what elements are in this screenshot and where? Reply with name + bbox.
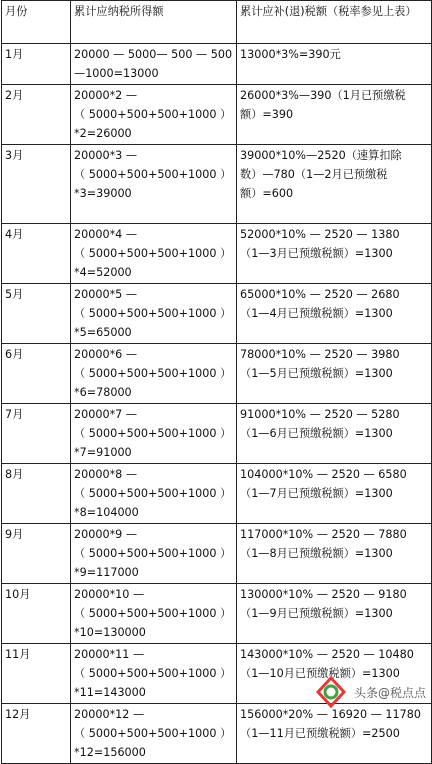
table-row — [2, 644, 432, 704]
income-line: 20000*7 — — [74, 408, 138, 421]
tax-line: 104000*10% — 2520 — 6580 — [240, 468, 407, 481]
cell-tax — [237, 344, 432, 404]
cell-month: 1月 — [2, 44, 71, 85]
table-row — [2, 224, 432, 284]
tax-line: 52000*10% — 2520 — 1380 — [240, 228, 400, 241]
table-row — [2, 85, 432, 145]
income-line: *12=156000 — [74, 746, 146, 759]
tax-line: 130000*10% — 2520 — 9180 — [240, 588, 407, 601]
cell-income — [71, 584, 237, 644]
cell-tax — [237, 464, 432, 524]
income-line: （ 5000+500+500+1000 ） — [74, 607, 232, 620]
income-line: （ 5000+500+500+1000 ） — [74, 427, 232, 440]
income-line: （ 5000+500+500+1000 ） — [74, 547, 232, 560]
income-line: *5=65000 — [74, 326, 132, 339]
table-row — [2, 284, 432, 344]
income-line: 20000*12 — — [74, 708, 145, 721]
cell-month: 4月 — [2, 224, 71, 284]
tax-line: （1—8月已预缴税额）=1300 — [240, 547, 393, 560]
table-row — [2, 524, 432, 584]
cell-income — [71, 85, 237, 145]
income-line: （ 5000+500+500+1000 ） — [74, 168, 232, 181]
cell-month: 10月 — [2, 584, 71, 644]
tax-line: 78000*10% — 2520 — 3980 — [240, 348, 400, 361]
cell-tax — [237, 404, 432, 464]
income-line: （ 5000+500+500+1000 ） — [74, 367, 232, 380]
cell-tax — [237, 584, 432, 644]
watermark-text: 头条@税点点 — [353, 685, 426, 700]
cell-income — [71, 704, 237, 764]
tax-line: （1—7月已预缴税额）=1300 — [240, 487, 393, 500]
cell-income — [71, 145, 237, 224]
cell-tax — [237, 224, 432, 284]
income-line: *4=52000 — [74, 266, 132, 279]
table-row — [2, 464, 432, 524]
cell-tax — [237, 85, 432, 145]
income-line: 20000*6 — — [74, 348, 138, 361]
income-line: *7=91000 — [74, 446, 132, 459]
cell-income — [71, 464, 237, 524]
tax-line: 26000*3%—390（1月已预缴税 — [240, 89, 406, 102]
table-row — [2, 344, 432, 404]
cell-month: 8月 — [2, 464, 71, 524]
table-header-row — [2, 1, 432, 44]
table-row — [2, 44, 432, 85]
income-line: *10=130000 — [74, 626, 146, 639]
tax-line: 156000*20% — 16920 — 11780 — [240, 708, 421, 721]
table-row — [2, 404, 432, 464]
tax-line: 65000*10% — 2520 — 2680 — [240, 288, 400, 301]
income-line: 20000 — 5000— 500 — 500 — [74, 48, 233, 61]
income-line: （ 5000+500+500+1000 ） — [74, 727, 232, 740]
table-row — [2, 704, 432, 764]
income-line: 20000*5 — — [74, 288, 138, 301]
tax-line: （1—10月已预缴税额）=1300 — [240, 667, 400, 680]
cell-income — [71, 44, 237, 85]
cell-tax — [237, 44, 432, 85]
cell-income — [71, 344, 237, 404]
cell-month: 5月 — [2, 284, 71, 344]
tax-line: 39000*10%—2520（速算扣除 — [240, 149, 402, 162]
tax-line: 13000*3%=390元 — [240, 48, 341, 61]
tax-line: （1—6月已预缴税额）=1300 — [240, 427, 393, 440]
header-income: 累计应纳税所得额 — [71, 1, 237, 44]
tax-line: 143000*10% — 2520 — 10480 — [240, 648, 414, 661]
table-row — [2, 145, 432, 224]
cell-month: 3月 — [2, 145, 71, 224]
tax-line: （1—5月已预缴税额）=1300 — [240, 367, 393, 380]
income-line: 20000*4 — — [74, 228, 138, 241]
cell-month: 12月 — [2, 704, 71, 764]
income-line: （ 5000+500+500+1000 ） — [74, 108, 232, 121]
cell-month: 11月 — [2, 644, 71, 704]
income-line: 20000*3 — — [74, 149, 138, 162]
cell-tax — [237, 644, 432, 704]
tax-line: （1—11月已预缴税额）=2500 — [240, 727, 400, 740]
cell-tax — [237, 524, 432, 584]
cell-income — [71, 644, 237, 704]
tax-line: 91000*10% — 2520 — 5280 — [240, 408, 400, 421]
income-line: （ 5000+500+500+1000 ） — [74, 247, 232, 260]
income-line: （ 5000+500+500+1000 ） — [74, 667, 232, 680]
income-line: （ 5000+500+500+1000 ） — [74, 307, 232, 320]
income-line: *11=143000 — [74, 686, 146, 699]
income-line: *6=78000 — [74, 386, 132, 399]
cell-tax — [237, 704, 432, 764]
income-line: *2=26000 — [74, 127, 132, 140]
cell-tax — [237, 145, 432, 224]
cell-month: 2月 — [2, 85, 71, 145]
cell-month: 7月 — [2, 404, 71, 464]
header-month: 月份 — [2, 1, 71, 44]
tax-line: （1—3月已预缴税额）=1300 — [240, 247, 393, 260]
table-body — [2, 44, 432, 764]
income-line: 20000*10 — — [74, 588, 145, 601]
tax-line: 117000*10% — 2520 — 7880 — [240, 528, 407, 541]
income-line: （ 5000+500+500+1000 ） — [74, 487, 232, 500]
income-line: *3=39000 — [74, 187, 132, 200]
tax-line: （1—9月已预缴税额）=1300 — [240, 607, 393, 620]
tax-line: 额）=390 — [240, 108, 294, 121]
cell-month: 9月 — [2, 524, 71, 584]
cell-income — [71, 284, 237, 344]
income-line: 20000*8 — — [74, 468, 138, 481]
income-line: *8=104000 — [74, 506, 139, 519]
cell-tax — [237, 284, 432, 344]
tax-line: 数）—780（1—2月已预缴税 — [240, 168, 388, 181]
cell-income — [71, 524, 237, 584]
cell-income — [71, 224, 237, 284]
tax-line: （1—4月已预缴税额）=1300 — [240, 307, 393, 320]
income-line: *9=117000 — [74, 566, 139, 579]
cell-month: 6月 — [2, 344, 71, 404]
income-line: 20000*2 — — [74, 89, 138, 102]
tax-table — [1, 0, 432, 764]
income-line: 20000*9 — — [74, 528, 138, 541]
income-line: —1000=13000 — [74, 67, 159, 80]
tax-line: 额）=600 — [240, 187, 294, 200]
income-line: 20000*11 — — [74, 648, 145, 661]
cell-income — [71, 404, 237, 464]
header-tax: 累计应补(退)税额（税率参见上表） — [237, 1, 432, 44]
table-row — [2, 584, 432, 644]
